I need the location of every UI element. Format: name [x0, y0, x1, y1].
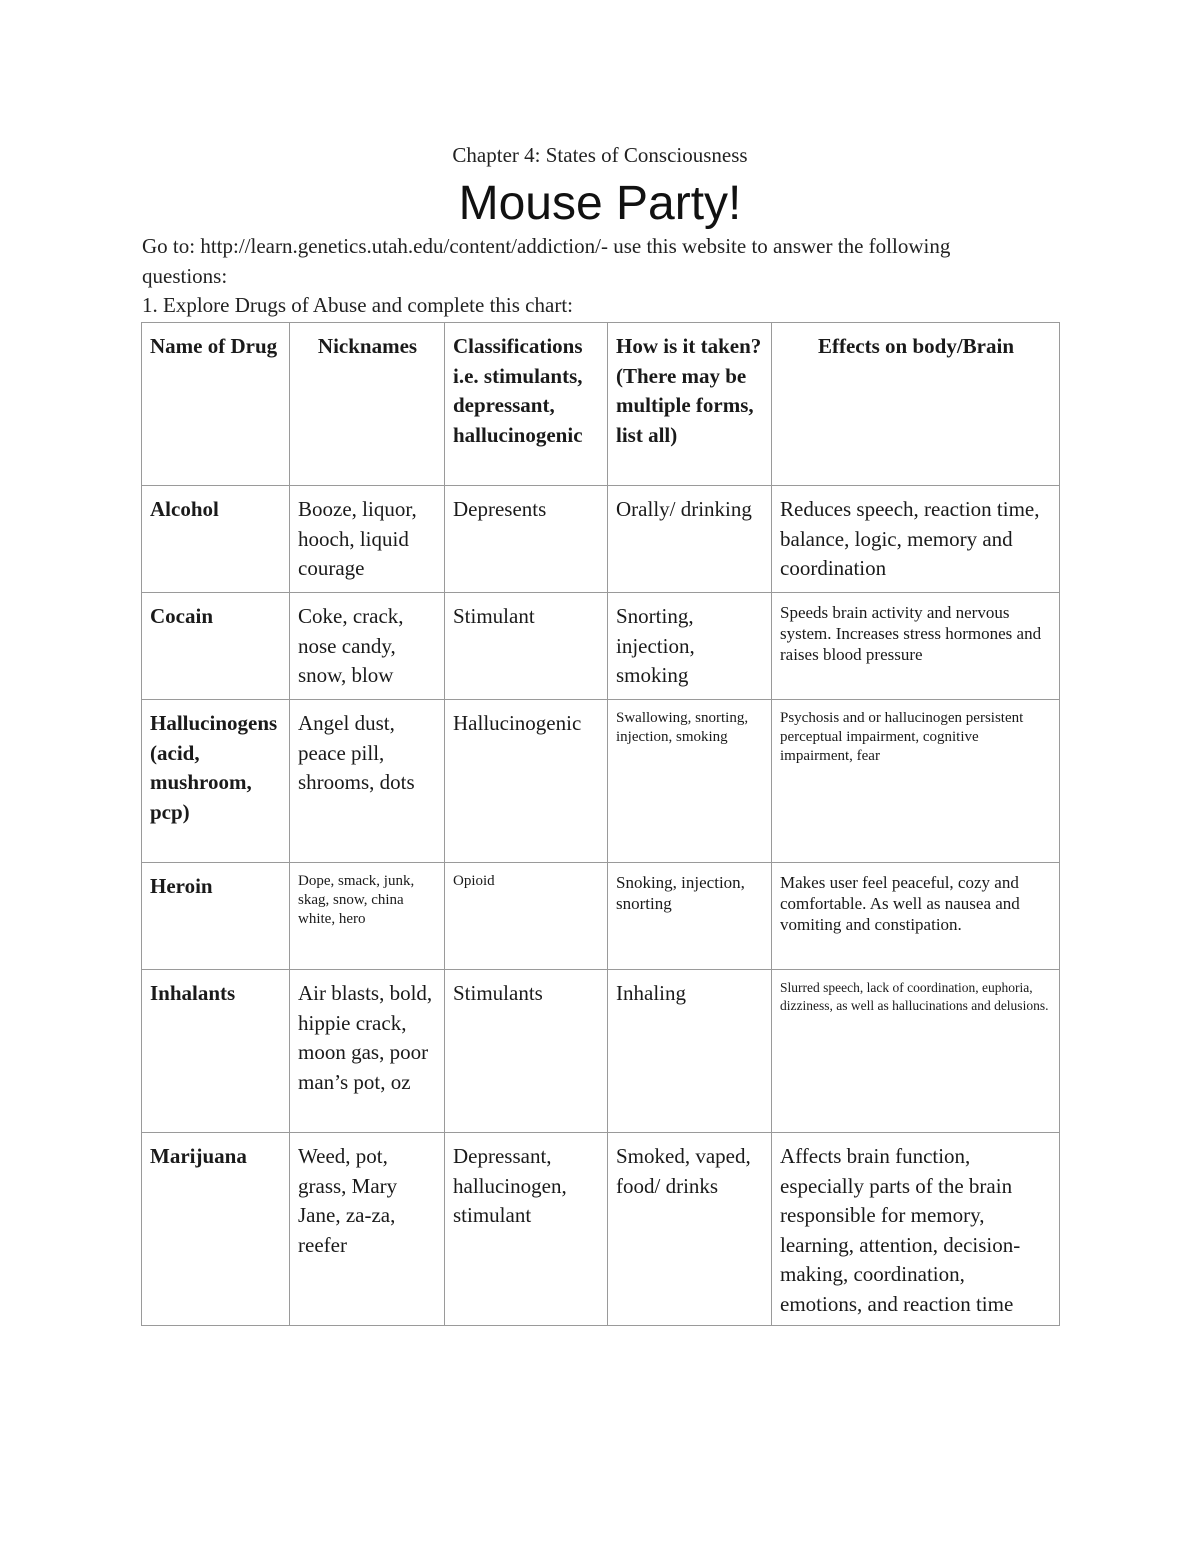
classification-cell: Hallucinogenic	[445, 700, 608, 863]
effects-cell: Makes user feel peaceful, cozy and comfortable. As well as nausea and vomiting and constipation.	[772, 863, 1060, 970]
nicknames-cell: Dope, smack, junk, skag, snow, china white, hero	[290, 863, 445, 970]
how-taken-cell: Inhaling	[608, 970, 772, 1133]
how-taken-cell: Smoked, vaped, food/ drinks	[608, 1133, 772, 1326]
effects-cell: Slurred speech, lack of coordination, euphoria, dizziness, as well as hallucinations and delusions.	[772, 970, 1060, 1133]
instructions	[142, 232, 1072, 321]
effects-cell: Psychosis and or hallucinogen persistent perceptual impairment, cognitive impairment, fear	[772, 700, 1060, 863]
nicknames-cell: Weed, pot, grass, Mary Jane, za-za, reefer	[290, 1133, 445, 1326]
how-taken-cell: Snorting, injection, smoking	[608, 593, 772, 700]
classification-cell: Stimulants	[445, 970, 608, 1133]
page-title: Mouse Party!	[458, 177, 742, 230]
classification-cell: Stimulant	[445, 593, 608, 700]
header-name-of-drug: Name of Drug	[142, 323, 290, 486]
header-effects: Effects on body/Brain	[772, 323, 1060, 486]
how-taken-cell: Snoking, injection, snorting	[608, 863, 772, 970]
header-how-taken: How is it taken? (There may be multiple forms, list all)	[608, 323, 772, 486]
drug-name-cell: Inhalants	[142, 970, 290, 1133]
drug-name-cell: Alcohol	[142, 486, 290, 593]
drug-name-cell: Heroin	[142, 863, 290, 970]
drug-name-cell: Marijuana	[142, 1133, 290, 1326]
nicknames-cell: Coke, crack, nose candy, snow, blow	[290, 593, 445, 700]
nicknames-cell: Booze, liquor, hooch, liquid courage	[290, 486, 445, 593]
table-row	[142, 593, 1060, 700]
table-row	[142, 486, 1060, 593]
table-header-row	[142, 323, 1060, 486]
table-row	[142, 700, 1060, 863]
drug-name-cell: Hallucinogens (acid, mushroom, pcp)	[142, 700, 290, 863]
question-1: 1. Explore Drugs of Abuse and complete this chart:	[142, 293, 573, 317]
effects-cell: Reduces speech, reaction time, balance, logic, memory and coordination	[772, 486, 1060, 593]
effects-cell: Speeds brain activity and nervous system. Increases stress hormones and raises blood pressure	[772, 593, 1060, 700]
table-row	[142, 970, 1060, 1133]
table-row	[142, 863, 1060, 970]
how-taken-cell: Orally/ drinking	[608, 486, 772, 593]
instruction-line-1: Go to: http://learn.genetics.utah.edu/content/addiction/- use this website to answer the following	[142, 234, 951, 258]
table-row	[142, 1133, 1060, 1326]
instruction-line-2: questions:	[142, 263, 228, 288]
drug-chart-table	[141, 322, 1060, 1326]
effects-cell: Affects brain function, especially parts of the brain responsible for memory, learning, attention, decision-making, coordination, emotions, and reaction time	[772, 1133, 1060, 1326]
nicknames-cell: Angel dust, peace pill, shrooms, dots	[290, 700, 445, 863]
chapter-heading: Chapter 4: States of Consciousness	[452, 143, 748, 167]
header-classifications: Classifications i.e. stimulants, depressant, hallucinogenic	[445, 323, 608, 486]
drug-name-cell: Cocain	[142, 593, 290, 700]
classification-cell: Depressant, hallucinogen, stimulant	[445, 1133, 608, 1326]
header-nicknames: Nicknames	[290, 323, 445, 486]
how-taken-cell: Swallowing, snorting, injection, smoking	[608, 700, 772, 863]
classification-cell: Opioid	[445, 863, 608, 970]
classification-cell: Depresents	[445, 486, 608, 593]
nicknames-cell: Air blasts, bold, hippie crack, moon gas, poor man’s pot, oz	[290, 970, 445, 1133]
